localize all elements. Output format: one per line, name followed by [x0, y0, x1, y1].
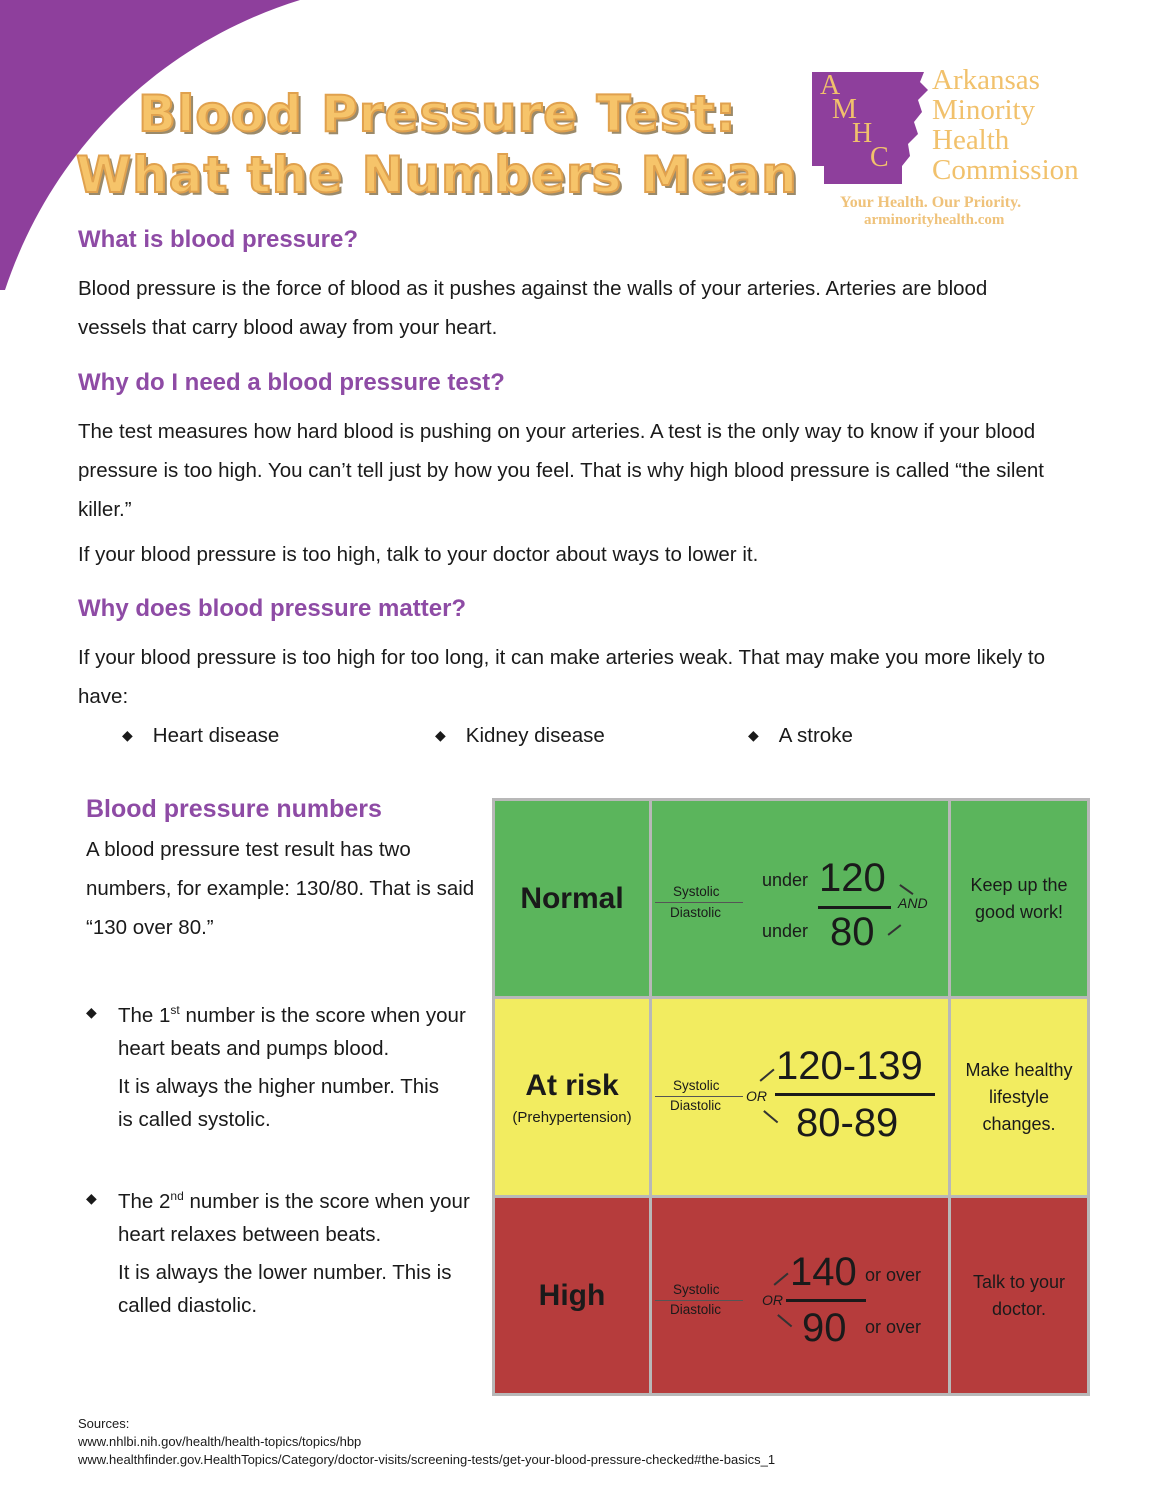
diastolic-bullet: ◆ The 2nd number is the score when your heart relaxes between beats. — [86, 1180, 481, 1251]
label-divider — [655, 1096, 743, 1097]
risk-item: ◆ A stroke — [748, 724, 853, 747]
systolic-value: 140 — [790, 1250, 857, 1294]
label-divider — [655, 1300, 743, 1301]
page-title-line-2: What the Numbers Mean — [76, 146, 798, 204]
category-label: High — [538, 1278, 606, 1312]
systolic-suffix: or over — [865, 1265, 922, 1285]
category-cell-at-risk — [495, 999, 649, 1195]
advice-cell-at-risk — [951, 999, 1087, 1195]
paragraph-why-test: The test measures how hard blood is pushing on your arteries. A test is the only way to know if your blood pressure is too high. You can’t tell just by how you feel. That is why high blood pressure is called “the silent killer.” — [78, 420, 1044, 521]
diastolic-value: 80-89 — [796, 1101, 899, 1145]
systolic-bullet: ◆ The 1st number is the score when your heart beats and pumps blood. — [86, 994, 481, 1065]
label-divider — [655, 902, 743, 903]
risk-item: ◆ Kidney disease — [435, 724, 605, 747]
diastolic-label: Diastolic — [670, 1302, 722, 1317]
systolic-value: 120 — [819, 856, 886, 900]
logo-name-line-2: Minority — [932, 94, 1036, 126]
connector-label: OR — [746, 1088, 767, 1104]
paragraph-what-is-blood-pressure: Blood pressure is the force of blood as it pushes against the walls of your arteries. Arteries are blood vessels that carry blood away from your heart. — [78, 277, 988, 339]
category-label: Normal — [520, 881, 624, 915]
category-subtitle: (Prehypertension) — [512, 1108, 632, 1126]
diastolic-suffix: or over — [865, 1317, 922, 1337]
diastolic-label: Diastolic — [670, 905, 722, 920]
fraction-bar — [775, 1093, 935, 1096]
category-label: At risk — [525, 1068, 619, 1102]
diamond-bullet-icon: ◆ — [435, 727, 446, 743]
advice-cell-normal — [951, 801, 1087, 996]
logo-name-line-4: Commission — [932, 154, 1079, 186]
blood-pressure-chart — [492, 798, 1090, 1396]
logo-letter-m: M — [832, 94, 857, 125]
diamond-bullet-icon: ◆ — [122, 727, 133, 743]
logo-tagline: Your Health. Our Priority. — [840, 194, 1022, 211]
connector-label: OR — [762, 1292, 783, 1308]
diastolic-label: Diastolic — [670, 1098, 722, 1113]
paragraph-numbers-intro: A blood pressure test result has two numbers, for example: 130/80. That is said “130 over 80.” — [86, 838, 475, 939]
heading-what-is-blood-pressure: What is blood pressure? — [78, 226, 359, 253]
systolic-value: 120-139 — [776, 1044, 923, 1088]
advice-text: Talk to your doctor. — [972, 1271, 1066, 1319]
systolic-label: Systolic — [673, 1282, 720, 1297]
advice-cell-high — [951, 1198, 1087, 1393]
fraction-bar — [786, 1299, 866, 1302]
paragraph-talk-to-doctor: If your blood pressure is too high, talk to your doctor about ways to lower it. — [78, 543, 759, 566]
diamond-bullet-icon: ◆ — [86, 1190, 97, 1206]
category-cell-normal — [495, 801, 649, 996]
paragraph-why-matter: If your blood pressure is too high for too long, it can make arteries weak. That may make you more likely to have: — [78, 646, 1045, 708]
heading-why-matter: Why does blood pressure matter? — [78, 595, 467, 622]
systolic-label: Systolic — [673, 884, 720, 899]
logo-letter-a: A — [820, 70, 841, 101]
page-title-line-1: Blood Pressure Test: — [138, 85, 737, 143]
diastolic-note: It is always the lower number. This is called diastolic. — [118, 1261, 452, 1317]
diastolic-value: 90 — [802, 1306, 847, 1350]
reading-cell-at-risk — [652, 999, 948, 1195]
heading-why-test: Why do I need a blood pressure test? — [78, 369, 505, 396]
advice-text: Keep up the good work! — [970, 874, 1068, 922]
category-cell-high — [495, 1198, 649, 1393]
logo-website: arminorityhealth.com — [864, 212, 1005, 228]
systolic-label: Systolic — [673, 1078, 720, 1093]
source-link-nhlbi[interactable]: www.nhlbi.nih.gov/health/health-topics/topics/hbp — [78, 1434, 362, 1449]
logo-name-line-3: Health — [932, 124, 1010, 156]
systolic-prefix: under — [762, 870, 809, 890]
diastolic-value: 80 — [830, 910, 875, 954]
logo-letter-c: C — [870, 142, 889, 173]
advice-text: Make healthy lifestyle changes. — [965, 1059, 1073, 1134]
diamond-bullet-icon: ◆ — [86, 1004, 97, 1020]
diastolic-prefix: under — [762, 921, 809, 941]
diamond-bullet-icon: ◆ — [748, 727, 759, 743]
logo-letter-h: H — [852, 118, 873, 149]
sources-label: Sources: — [78, 1416, 130, 1431]
source-link-healthfinder[interactable]: www.healthfinder.gov.HealthTopics/Category/doctor-visits/screening-tests/get-your-blood-pressure-checked#the-basics_1 — [78, 1452, 776, 1467]
risk-item: ◆ Heart disease — [122, 724, 280, 747]
connector-label: AND — [898, 895, 928, 911]
systolic-note: It is always the higher number. This is called systolic. — [118, 1075, 439, 1131]
fraction-bar — [818, 906, 891, 909]
logo-name-line-1: Arkansas — [932, 64, 1040, 96]
heading-blood-pressure-numbers: Blood pressure numbers — [86, 795, 382, 823]
